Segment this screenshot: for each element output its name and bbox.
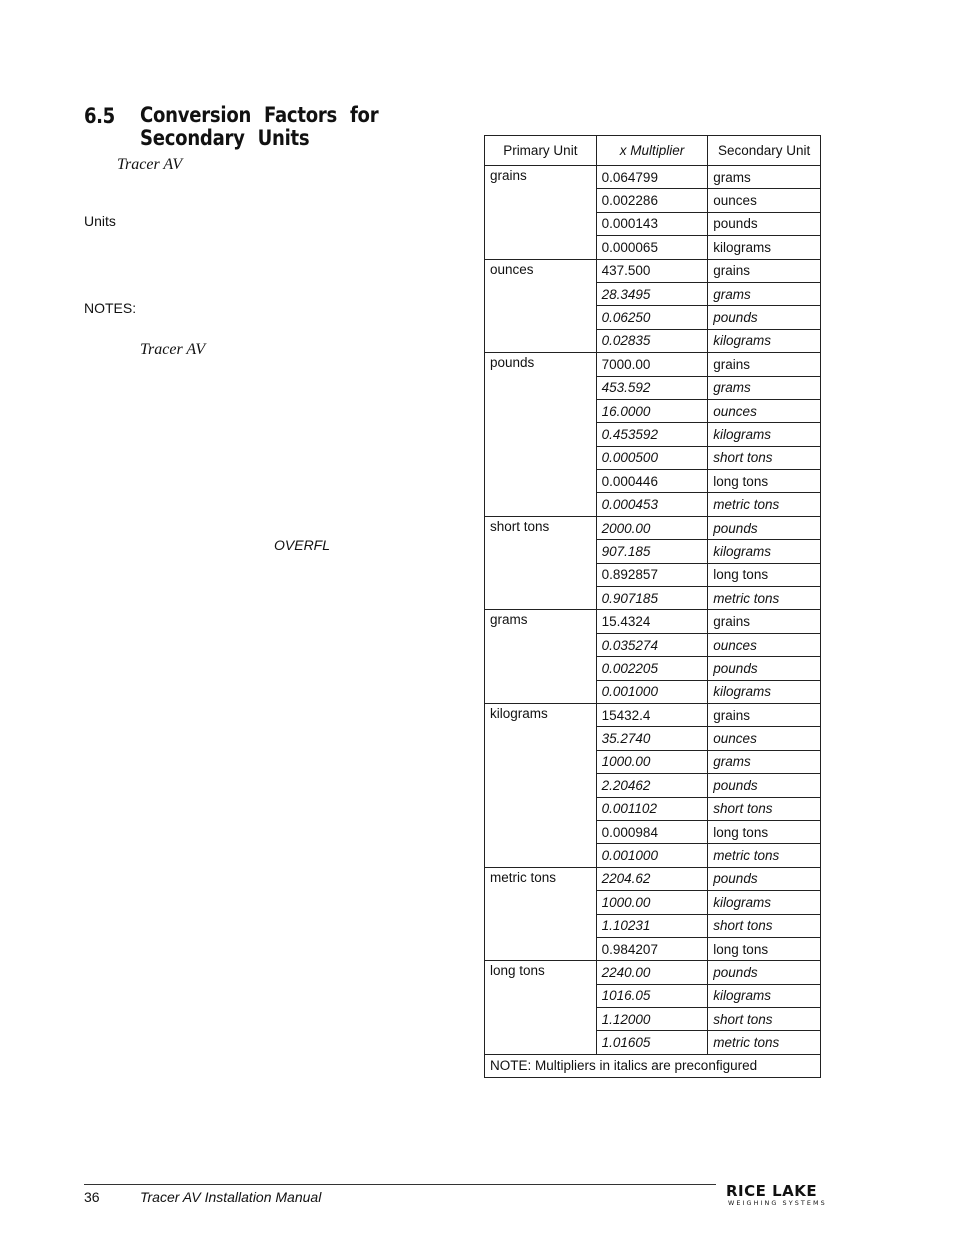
secondary-unit-cell: kilograms [708,423,821,446]
secondary-unit-cell: grams [708,376,821,399]
secondary-unit-cell: long tons [708,820,821,843]
secondary-unit-cell: short tons [708,1008,821,1031]
primary-unit-cell: pounds [485,353,597,517]
secondary-unit-cell: pounds [708,657,821,680]
secondary-unit-cell: kilograms [708,891,821,914]
multiplier-cell: 0.02835 [596,329,708,352]
secondary-unit-cell: ounces [708,189,821,212]
multiplier-cell: 0.001000 [596,844,708,867]
secondary-unit-cell: metric tons [708,493,821,516]
multiplier-cell: 0.001102 [596,797,708,820]
secondary-unit-cell: pounds [708,867,821,890]
primary-unit-cell: short tons [485,516,597,610]
multiplier-cell: 453.592 [596,376,708,399]
multiplier-cell: 1000.00 [596,750,708,773]
multiplier-cell: 0.984207 [596,937,708,960]
secondary-unit-cell: grains [708,259,821,282]
secondary-unit-cell: long tons [708,563,821,586]
primary-unit-cell: grains [485,166,597,260]
header-multiplier: x Multiplier [596,136,708,166]
multiplier-cell: 0.064799 [596,166,708,189]
secondary-unit-cell: metric tons [708,844,821,867]
primary-unit-cell: metric tons [485,867,597,961]
multiplier-cell: 7000.00 [596,353,708,376]
multiplier-cell: 28.3495 [596,282,708,305]
multiplier-cell: 0.000984 [596,820,708,843]
multiplier-cell: 0.06250 [596,306,708,329]
notes-label: NOTES: [84,300,137,316]
multiplier-cell: 437.500 [596,259,708,282]
secondary-unit-cell: grains [708,353,821,376]
multiplier-cell: 0.002205 [596,657,708,680]
secondary-unit-cell: grams [708,282,821,305]
multiplier-cell: 0.907185 [596,587,708,610]
primary-unit-cell: ounces [485,259,597,353]
section-title: Conversion Factors for Secondary Units [140,103,379,150]
multiplier-cell: 1.10231 [596,914,708,937]
multiplier-cell: 1.01605 [596,1031,708,1054]
primary-unit-cell: kilograms [485,703,597,867]
multiplier-cell: 15.4324 [596,610,708,633]
multiplier-cell: 1.12000 [596,1008,708,1031]
footer-rule [84,1184,716,1185]
page-number: 36 [84,1189,100,1205]
multiplier-cell: 2240.00 [596,961,708,984]
multiplier-cell: 35.2740 [596,727,708,750]
secondary-unit-cell: pounds [708,212,821,235]
table-note-row [485,1054,821,1077]
secondary-unit-cell: ounces [708,727,821,750]
rice-lake-logo [722,1180,852,1208]
table-note: NOTE: Multipliers in italics are preconfigured [485,1054,821,1077]
table-row [485,353,821,376]
header-primary-unit: Primary Unit [485,136,597,166]
multiplier-cell: 0.000500 [596,446,708,469]
conversion-factors-table [484,135,821,1078]
secondary-unit-cell: pounds [708,306,821,329]
table-row [485,166,821,189]
secondary-unit-cell: metric tons [708,587,821,610]
secondary-unit-cell: ounces [708,399,821,422]
secondary-unit-cell: kilograms [708,984,821,1007]
header-secondary-unit: Secondary Unit [708,136,821,166]
multiplier-cell: 907.185 [596,540,708,563]
multiplier-cell: 0.000446 [596,470,708,493]
overfl-text: OVERFL [274,537,331,553]
multiplier-cell: 0.892857 [596,563,708,586]
multiplier-cell: 1016.05 [596,984,708,1007]
section-number: 6.5 [84,104,115,128]
logo-main-text: RICE LAKE [726,1182,818,1200]
secondary-unit-cell: short tons [708,446,821,469]
multiplier-cell: 0.453592 [596,423,708,446]
primary-unit-cell: long tons [485,961,597,1055]
multiplier-cell: 0.002286 [596,189,708,212]
product-reference: Tracer AV [117,156,183,173]
product-reference-2: Tracer AV [140,341,206,358]
multiplier-cell: 2.20462 [596,774,708,797]
table-row [485,961,821,984]
secondary-unit-cell: short tons [708,914,821,937]
multiplier-cell: 16.0000 [596,399,708,422]
secondary-unit-cell: grams [708,750,821,773]
multiplier-cell: 0.001000 [596,680,708,703]
manual-title: Tracer AV Installation Manual [140,1189,322,1205]
secondary-unit-cell: grains [708,703,821,726]
multiplier-cell: 0.000143 [596,212,708,235]
multiplier-cell: 1000.00 [596,891,708,914]
table-row [485,867,821,890]
secondary-unit-cell: long tons [708,937,821,960]
primary-unit-cell: grams [485,610,597,704]
multiplier-cell: 15432.4 [596,703,708,726]
multiplier-cell: 2204.62 [596,867,708,890]
secondary-unit-cell: long tons [708,470,821,493]
logo-sub-text: WEIGHING SYSTEMS [728,1199,827,1207]
multiplier-cell: 0.000065 [596,236,708,259]
secondary-unit-cell: kilograms [708,540,821,563]
multiplier-cell: 0.000453 [596,493,708,516]
units-label: Units [84,213,116,229]
table-header-row [485,136,821,166]
secondary-unit-cell: pounds [708,961,821,984]
secondary-unit-cell: kilograms [708,236,821,259]
multiplier-cell: 0.035274 [596,633,708,656]
secondary-unit-cell: pounds [708,774,821,797]
table-row [485,610,821,633]
table-row [485,516,821,539]
secondary-unit-cell: metric tons [708,1031,821,1054]
multiplier-cell: 2000.00 [596,516,708,539]
secondary-unit-cell: grains [708,610,821,633]
table-row [485,703,821,726]
table-row [485,259,821,282]
secondary-unit-cell: kilograms [708,680,821,703]
secondary-unit-cell: kilograms [708,329,821,352]
secondary-unit-cell: ounces [708,633,821,656]
secondary-unit-cell: grams [708,166,821,189]
secondary-unit-cell: pounds [708,516,821,539]
secondary-unit-cell: short tons [708,797,821,820]
